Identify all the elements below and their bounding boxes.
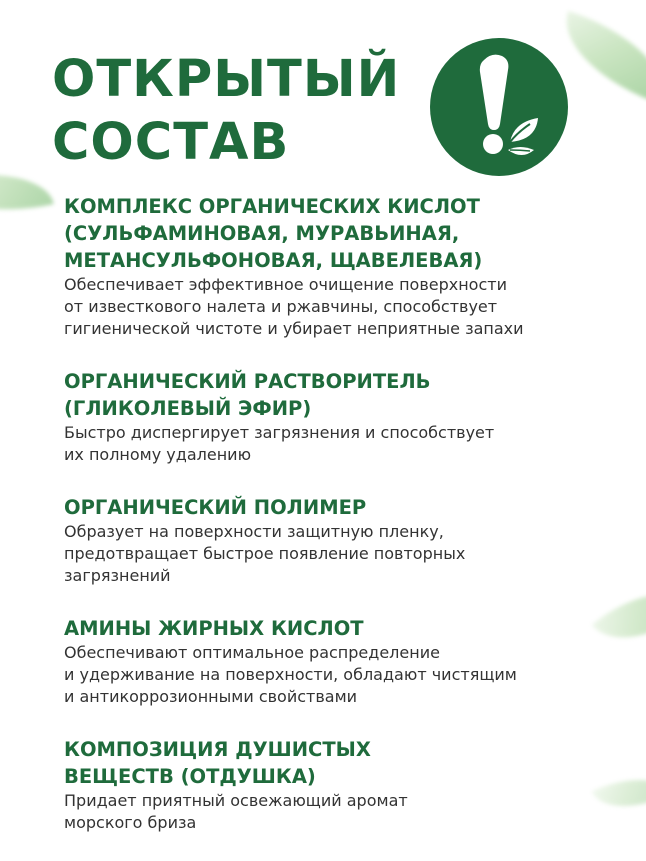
ingredient-title: КОМПЛЕКС ОРГАНИЧЕСКИХ КИСЛОТ (СУЛЬФАМИНОВАЯ, МУРАВЬИНАЯ, МЕТАНСУЛЬФОНОВАЯ, ЩАВЕЛЕВАЯ) (64, 195, 483, 272)
ingredient-description: Образует на поверхности защитную пленку, предотвращает быстрое появление повторных загрязнений (64, 522, 466, 585)
exclamation-leaf-badge (430, 38, 568, 176)
ingredient-description: Обеспечивает эффективное очищение поверхности от известкового налета и ржавчины, способствует гигиенической чистоте и убирает неприятные запахи (64, 275, 524, 338)
ingredient-title: ОРГАНИЧЕСКИЙ ПОЛИМЕР (64, 496, 367, 519)
ingredient-item (64, 368, 624, 466)
ingredient-title: КОМПОЗИЦИЯ ДУШИСТЫХ ВЕЩЕСТВ (ОТДУШКА) (64, 738, 371, 788)
ingredients-list (64, 193, 624, 834)
ingredient-item (64, 494, 624, 587)
ingredient-title: ОРГАНИЧЕСКИЙ РАСТВОРИТЕЛЬ (ГЛИКОЛЕВЫЙ ЭФИР) (64, 370, 431, 420)
ingredient-description: Быстро диспергирует загрязнения и способствует их полному удалению (64, 423, 495, 464)
ingredient-item (64, 193, 624, 340)
ingredient-item (64, 736, 624, 834)
leaf-decoration-left (0, 157, 54, 227)
page-title (52, 48, 400, 174)
ingredient-item (64, 615, 624, 708)
ingredient-title: АМИНЫ ЖИРНЫХ КИСЛОТ (64, 617, 364, 640)
page-title-line-1: ОТКРЫТЫЙ (52, 50, 401, 109)
ingredient-description: Обеспечивают оптимальное распределение и удерживание на поверхности, обладают чистящим и антикоррозионными свойствами (64, 643, 517, 706)
ingredient-description: Придает приятный освежающий аромат морского бриза (64, 791, 408, 832)
page-title-line-2: СОСТАВ (52, 113, 290, 172)
exclamation-leaf-icon (430, 38, 568, 176)
